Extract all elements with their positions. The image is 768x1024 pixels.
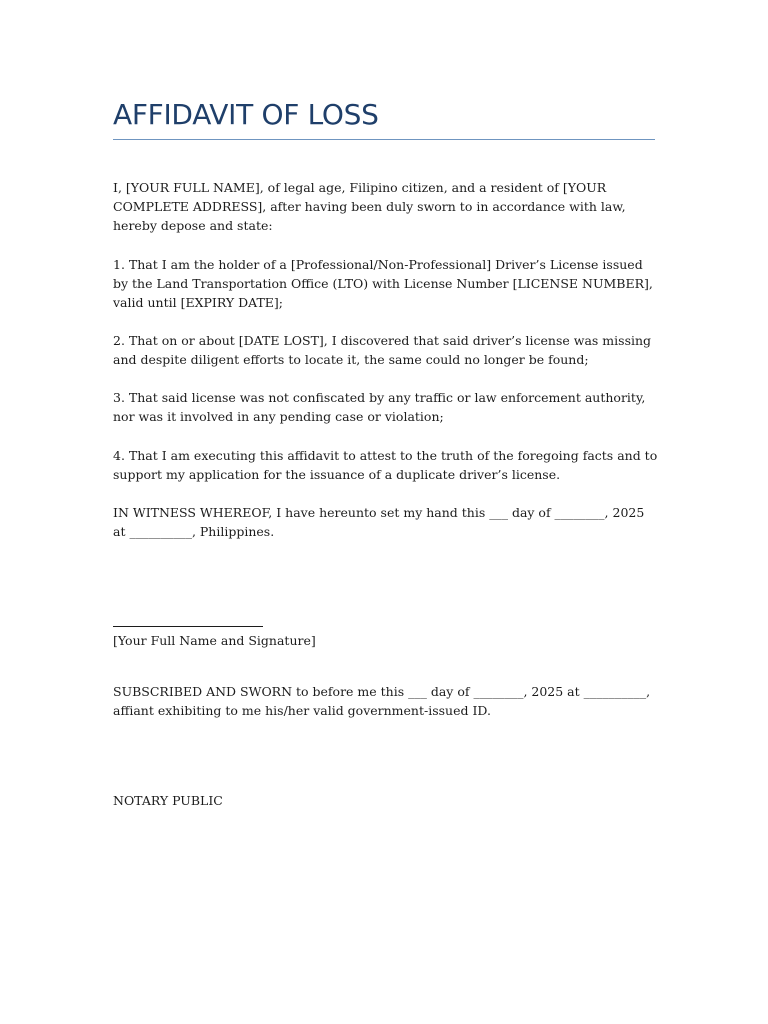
jurat-paragraph: SUBSCRIBED AND SWORN to before me this ___ day of ________, 2025 at __________, affiant exhibiting to me his/her valid government-issued ID.: [113, 684, 651, 719]
notary-public-label: NOTARY PUBLIC: [113, 793, 223, 808]
clause-3: 3. That said license was not confiscated by any traffic or law enforcement authority, nor was it involved in any pending case or violation;: [113, 390, 646, 425]
clause-2: 2. That on or about [DATE LOST], I discovered that said driver’s license was missing and despite diligent efforts to locate it, the same could no longer be found;: [113, 333, 652, 368]
clause-4: 4. That I am executing this affidavit to attest to the truth of the foregoing facts and to support my application for the issuance of a duplicate driver’s license.: [113, 448, 658, 483]
witness-paragraph: IN WITNESS WHEREOF, I have hereunto set my hand this ___ day of ________, 2025 at __________, Philippines.: [113, 505, 645, 540]
intro-paragraph: I, [YOUR FULL NAME], of legal age, Filipino citizen, and a resident of [YOUR COMPLETE ADDRESS], after having been duly sworn to in accordance with law, hereby depose and state:: [113, 180, 626, 234]
signature-line: [113, 610, 263, 627]
document-title: AFFIDAVIT OF LOSS: [113, 98, 379, 131]
signature-label: [Your Full Name and Signature]: [113, 633, 316, 648]
clause-1: 1. That I am the holder of a [Professional/Non-Professional] Driver’s License issued by the Land Transportation Office (LTO) with License Number [LICENSE NUMBER], valid until [EXPIRY DATE];: [113, 257, 653, 311]
title-divider: [113, 139, 655, 140]
